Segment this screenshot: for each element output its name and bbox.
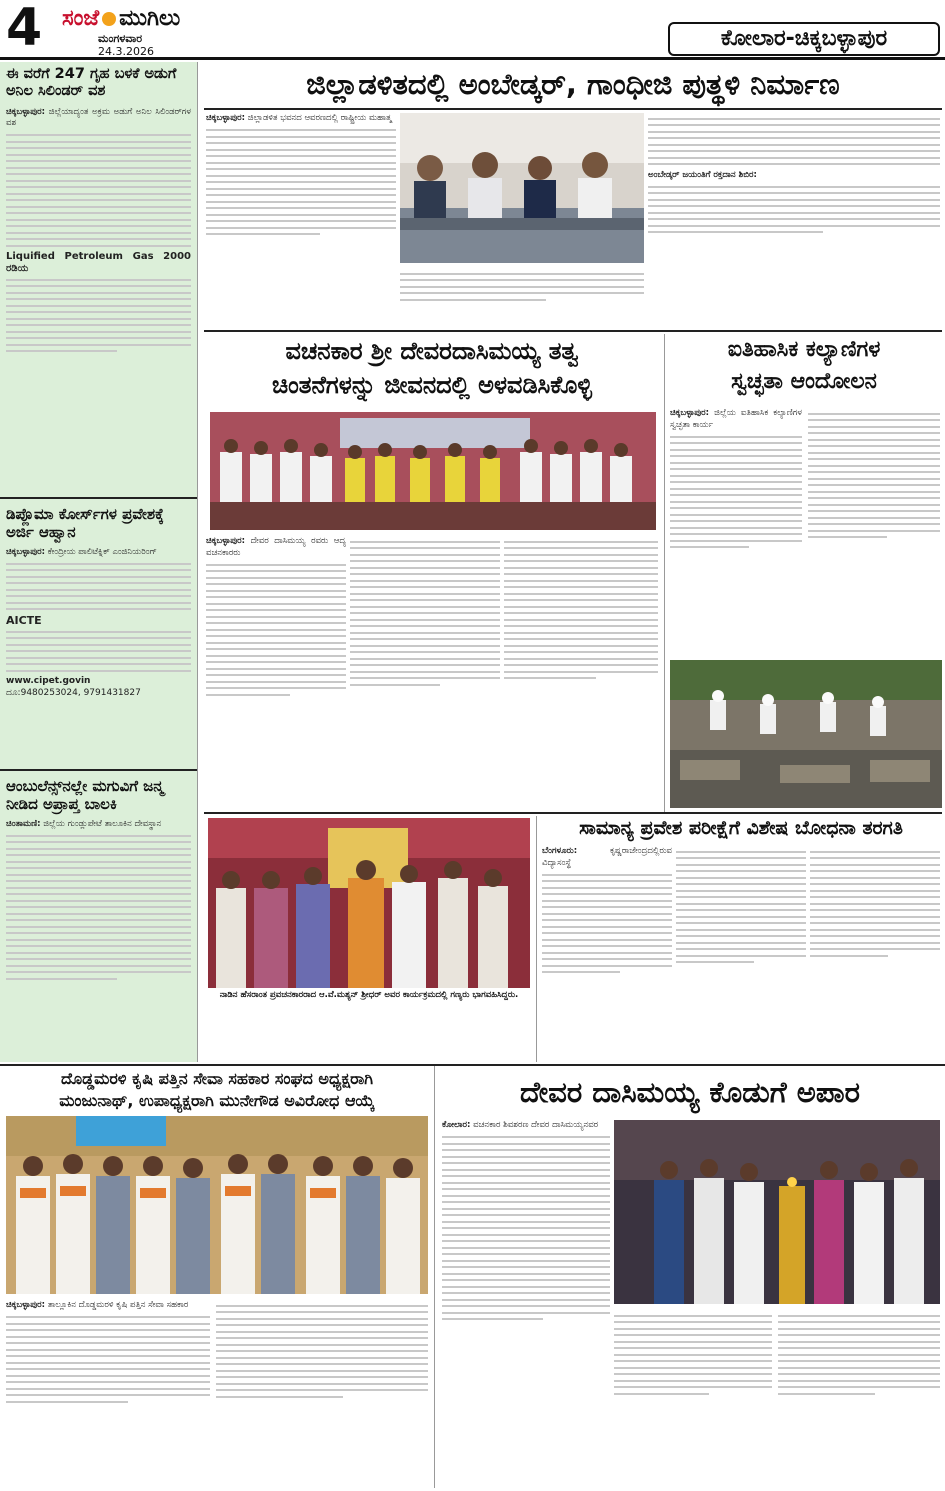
story-dateline: ಚಿಕ್ಕಬಳ್ಳಾಪುರ: bbox=[206, 536, 246, 546]
religious-event-photo bbox=[208, 818, 530, 988]
right-story-body-col-1 bbox=[670, 408, 802, 658]
section-title: ಕೋಲಾರ-ಚಿಕ್ಕಬಳ್ಳಾಪುರ bbox=[668, 22, 940, 56]
sidebar-story-3-headline: ಆಂಬುಲೆನ್ಸ್‌ನಲ್ಲೇ ಮಗುವಿಗೆ ಜನ್ಮ ನೀಡಿದ ಅಪ್ರಾಪ್ತ ಬಾಲಕಿ bbox=[6, 776, 164, 813]
story-dateline: ಚಿಕ್ಕಬಳ್ಳಾಪುರ: bbox=[6, 546, 46, 557]
mid-story-body-col-1 bbox=[206, 536, 346, 808]
story-dateline: ಕೋಲಾರ: bbox=[442, 1120, 471, 1130]
exam-story-body-col-2 bbox=[676, 846, 806, 1060]
top-story-body-right bbox=[648, 113, 940, 323]
coop-story-body-col-2 bbox=[216, 1300, 428, 1486]
right-story-headline-2: ಸ್ವಚ್ಛತಾ ಆಂದೋಲನ bbox=[731, 369, 877, 394]
story-lead: ತಾಲ್ಲೂಕಿನ ದೊಡ್ಡಮರಳಿ ಕೃಷಿ ಪತ್ತಿನ ಸೇವಾ ಸಹಕಾರ bbox=[47, 1300, 189, 1310]
logo-part-1: ಸಂಜೆ bbox=[62, 6, 100, 31]
story-lead: ಕೃಷ್ಣರಾಜೇಂದ್ರದಲ್ಲಿರುವ ವಿದ್ಯಾಸಂಸ್ಥೆ bbox=[542, 846, 672, 868]
page-number: 4 bbox=[6, 0, 43, 58]
logo-part-2: ಮುಗಿಲು bbox=[119, 6, 181, 31]
sidebar-column bbox=[0, 62, 198, 1062]
story-dateline: ಚಿಕ್ಕಬಳ್ಳಾಪುರ: bbox=[670, 408, 710, 418]
story-dateline: ಚಿಂತಾಮಣಿ: bbox=[6, 818, 41, 829]
sidebar-story-2-headline: ಡಿಪ್ಲೊಮಾ ಕೋರ್ಸ್‌ಗಳ ಪ್ರವೇಶಕ್ಕೆ ಅರ್ಜಿ ಆಹ್ವಾನ bbox=[6, 504, 164, 541]
sun-icon bbox=[102, 12, 116, 26]
top-story-body-under-photo bbox=[400, 268, 644, 328]
sidebar-story-1-headline: ಈ ವರೆಗೆ 247 ಗೃಹ ಬಳಕೆ ಅಡುಗೆ ಅನಿಲ ಸಿಲಿಂಡರ್ ವಶ bbox=[6, 66, 177, 100]
felicitation-photo bbox=[210, 412, 656, 530]
right-story-body-col-2 bbox=[808, 408, 940, 658]
contact-phone: ದೂ:9480253024, 9791431827 bbox=[6, 687, 141, 698]
masthead bbox=[0, 0, 945, 60]
coop-story-body-col-1 bbox=[6, 1300, 210, 1486]
story-lead: ಜಿಲ್ಲೆಯ ಗುಂಡ್ಲುಪೇಟೆ ತಾಲೂಕಿನ ದೇವಸ್ಥಾನ bbox=[43, 818, 162, 829]
dasimayya-story-body-col-3 bbox=[778, 1310, 940, 1486]
dasimayya-story-body-col-2 bbox=[614, 1310, 772, 1486]
weekday: ಮಂಗಳವಾರ bbox=[98, 32, 143, 45]
coop-story-headline-2: ಮಂಜುನಾಥ್, ಉಪಾಧ್ಯಕ್ಷರಾಗಿ ಮುನೇಗೌಡ ಅವಿರೋಧ ಆಯ್ಕೆ bbox=[59, 1091, 375, 1110]
exam-story-headline: ಸಾಮಾನ್ಯ ಪ್ರವೇಶ ಪರೀಕ್ಷೆಗೆ ವಿಶೇಷ ಬೋಧನಾ ತರಗತಿ bbox=[579, 817, 903, 839]
religious-event-caption: ನಾಡಿನ ಹೆಸರಾಂತ ಪ್ರವಚನಕಾರರಾದ ಆ.ವೆ.ಮಶ್ಯನ್ ಶ್ರೀಧರ್ ಅವರ ಕಾರ್ಯಕ್ರಮದಲ್ಲಿ ಗಣ್ಯರು ಭಾಗವಹಿಸಿದ್ದರು. bbox=[219, 990, 519, 1000]
top-story-headline: ಜಿಲ್ಲಾಡಳಿತದಲ್ಲಿ ಅಂಬೇಡ್ಕರ್, ಗಾಂಧೀಜಿ ಪುತ್ಥಳಿ ನಿರ್ಮಾಣ bbox=[306, 67, 840, 101]
newspaper-logo bbox=[62, 6, 180, 31]
mid-story-body-col-2 bbox=[350, 536, 500, 808]
mid-story-body-col-3 bbox=[504, 536, 658, 808]
story-dateline: ಚಿಕ್ಕಬಳ್ಳಾಪುರ: bbox=[6, 1300, 46, 1310]
meeting-photo bbox=[400, 113, 644, 263]
website-link: www.cipet.govin bbox=[6, 676, 91, 687]
dasimayya-story-body-col-1 bbox=[442, 1120, 610, 1486]
cleanup-photo bbox=[670, 660, 942, 808]
aicte-mention: AICTE bbox=[6, 613, 42, 627]
subhead-blood-donation: ಅಂಬೇಡ್ಕರ್ ಜಯಂತಿಗೆ ರಕ್ತದಾನ ಶಿಬಿರ: bbox=[648, 169, 757, 180]
exam-story-body-col-3 bbox=[810, 846, 940, 1060]
story-lead: ಜಿಲ್ಲೆಯ ಐತಿಹಾಸಿಕ ಕಲ್ಯಾಣಿಗಳ ಸ್ವಚ್ಛತಾ ಕಾರ್ಯ bbox=[670, 408, 802, 430]
mid-story-headline-2: ಚಿಂತನೆಗಳನ್ನು ಜೀವನದಲ್ಲಿ ಅಳವಡಿಸಿಕೊಳ್ಳಿ bbox=[272, 371, 592, 399]
mid-story-headline-1: ವಚನಕಾರ ಶ್ರೀ ದೇವರದಾಸಿಮಯ್ಯ ತತ್ವ bbox=[285, 337, 579, 365]
story-lead: ದೇವರ ದಾಸಿಮಯ್ಯ ರವರು ಆದ್ಯ ವಚನಕಾರರು bbox=[206, 536, 346, 558]
right-story-headline-1: ಐತಿಹಾಸಿಕ ಕಲ್ಯಾಣಿಗಳ bbox=[727, 337, 881, 362]
top-story-body-left bbox=[206, 113, 396, 323]
coop-story-headline-1: ದೊಡ್ಡಮರಳಿ ಕೃಷಿ ಪತ್ತಿನ ಸೇವಾ ಸಹಕಾರ ಸಂಘದ ಅಧ್ಯಕ್ಷರಾಗಿ bbox=[60, 1069, 374, 1088]
story-lead: ಜಿಲ್ಲಾಡಳಿತ ಭವನದ ಆವರಣದಲ್ಲಿ ರಾಷ್ಟ್ರೀಯ ಮಹಾತ್ಮ bbox=[247, 113, 392, 123]
story-dateline: ಬೆಂಗಳೂರು: bbox=[542, 846, 578, 856]
sidebar-story-2-body bbox=[0, 545, 197, 767]
story-dateline: ಚಿಕ್ಕಬಳ್ಳಾಪುರ: bbox=[6, 106, 46, 117]
dasimayya-story-headline: ದೇವರ ದಾಸಿಮಯ್ಯ ಕೊಡುಗೆ ಅಪಾರ bbox=[519, 1075, 861, 1109]
lamp-lighting-photo bbox=[614, 1120, 940, 1304]
coop-members-photo bbox=[6, 1116, 428, 1294]
issue-date: 24.3.2026 bbox=[98, 45, 154, 58]
story-lead: ಕೇಂದ್ರೀಯ ಪಾಲಿಟೆಕ್ನಿಕ್ ಎಂಜಿನಿಯರಿಂಗ್ bbox=[47, 546, 157, 557]
story-figure: Liquified Petroleum Gas 2000 ರಡಿಯ bbox=[6, 251, 191, 274]
story-lead: ಜಿಲ್ಲೆಯಾದ್ಯಂತ ಅಕ್ರಮ ಅಡುಗೆ ಅನಿಲ ಸಿಲಿಂಡರ್‌ಗಳ ವಶ bbox=[6, 106, 192, 129]
story-dateline: ಚಿಕ್ಕಬಳ್ಳಾಪುರ: bbox=[206, 113, 246, 123]
exam-story-body-col-1 bbox=[542, 846, 672, 1060]
story-lead: ವಚನಕಾರ ಶಿವಶರಣ ದೇವರ ದಾಸಿಮಯ್ಯನವರ bbox=[473, 1120, 599, 1130]
sidebar-story-1-body bbox=[0, 105, 197, 495]
